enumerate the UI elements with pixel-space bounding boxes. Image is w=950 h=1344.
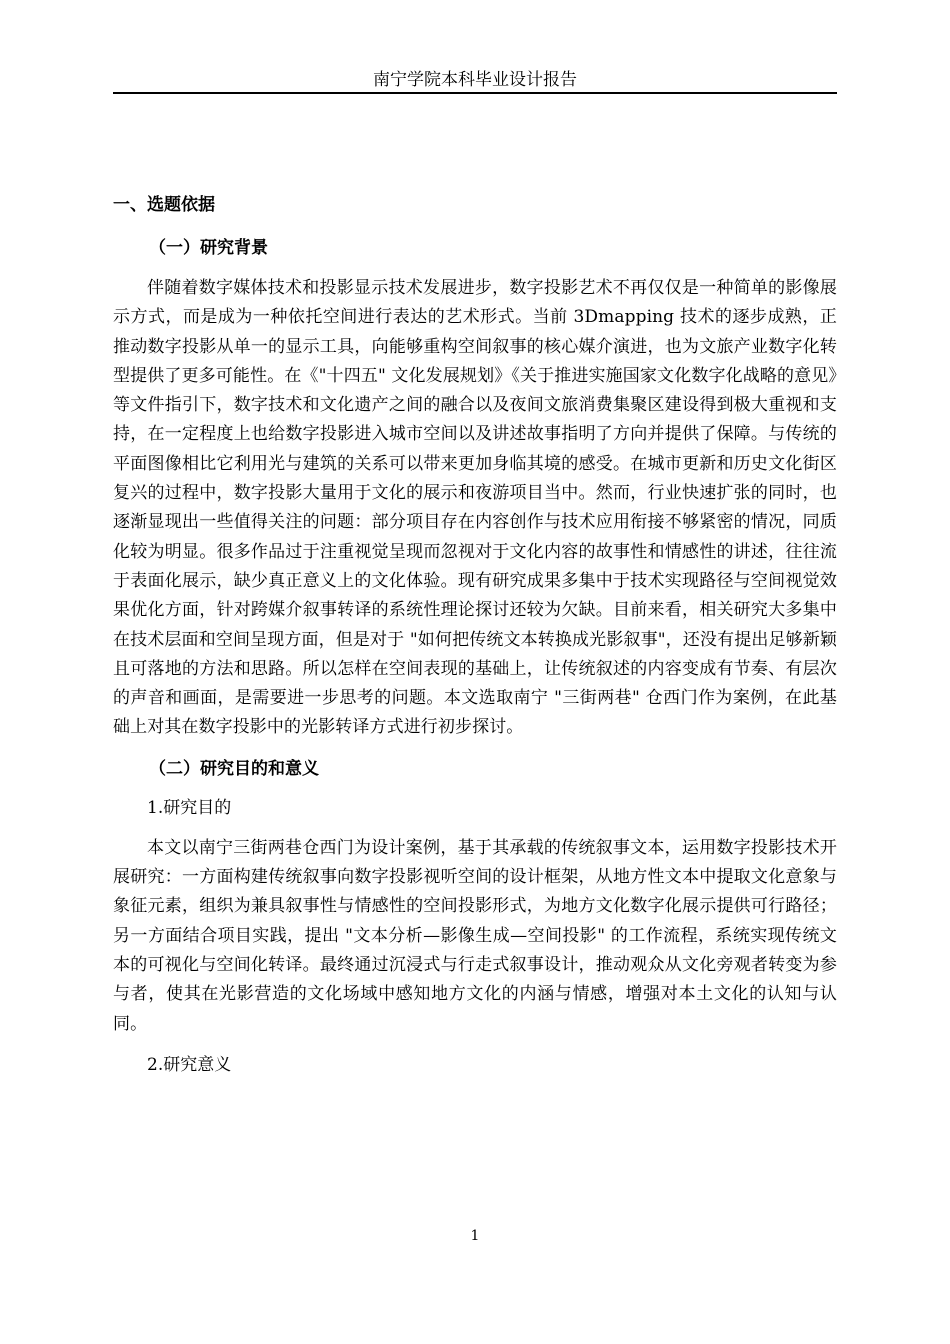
section-heading-1: 一、选题依据: [113, 195, 215, 215]
page-content: [113, 192, 837, 1091]
header-rule: [113, 92, 837, 94]
item-heading-purpose: 1.研究目的: [147, 797, 232, 818]
page-header-title: 南宁学院本科毕业设计报告: [373, 70, 577, 90]
subsection-heading-background: （一）研究背景: [149, 238, 268, 258]
item-heading-significance: 2.研究意义: [147, 1054, 232, 1075]
page-number: 1: [470, 1228, 480, 1244]
paragraph-background: 伴随着数字媒体技术和投影显示技术发展进步，数字投影艺术不再仅仅是一种简单的影像展示方式，而是成为一种依托空间进行表达的艺术形式。当前 3Dmapping 技术的逐步成熟，正推动数字投影从单一的显示工具，向能够重构空间叙事的核心媒介演进，也为文旅产业数字化转型提供了更多可能性。在《"十四五" 文化发展规划》《关于推进实施国家文化数字化战略的意见》等文件指引下，数字技术和文化遗产之间的融合以及夜间文旅消费集聚区建设得到极大重视和支持，在一定程度上也给数字投影进入城市空间以及讲述故事指明了方向并提供了保障。与传统的平面图像相比它利用光与建筑的关系可以带来更加身临其境的感受。在城市更新和历史文化街区复兴的过程中，数字投影大量用于文化的展示和夜游项目当中。然而，行业快速扩张的同时，也逐渐显现出一些值得关注的问题：部分项目存在内容创作与技术应用衔接不够紧密的情况，同质化较为明显。很多作品过于注重视觉呈现而忽视对于文化内容的故事性和情感性的讲述，往往流于表面化展示，缺少真正意义上的文化体验。现有研究成果多集中于技术实现路径与空间视觉效果优化方面，针对跨媒介叙事转译的系统性理论探讨还较为欠缺。目前来看，相关研究大多集中在技术层面和空间呈现方面，但是对于 "如何把传统文本转换成光影叙事"，还没有提出足够新颖且可落地的方法和思路。所以怎样在空间表现的基础上，让传统叙述的内容变成有节奏、有层次的声音和画面，是需要进一步思考的问题。本文选取南宁 "三街两巷" 仓西门作为案例，在此基础上对其在数字投影中的光影转译方式进行初步探讨。: [113, 278, 837, 738]
subsection-heading-purpose-significance: （二）研究目的和意义: [149, 758, 319, 779]
paragraph-purpose: 本文以南宁三街两巷仓西门为设计案例，基于其承载的传统叙事文本，运用数字投影技术开展研究：一方面构建传统叙事向数字投影视听空间的设计框架，从地方性文本中提取文化意象与象征元素，组织为兼具叙事性与情感性的空间投影形式，为地方文化数字化展示提供可行路径；另一方面结合项目实践，提出 "文本分析—影像生成—空间投影" 的工作流程，系统实现传统文本的可视化与空间化转译。最终通过沉浸式与行走式叙事设计，推动观众从文化旁观者转变为参与者，使其在光影营造的文化场域中感知地方文化的内涵与情感，增强对本土文化的认知与认同。: [113, 837, 837, 1034]
